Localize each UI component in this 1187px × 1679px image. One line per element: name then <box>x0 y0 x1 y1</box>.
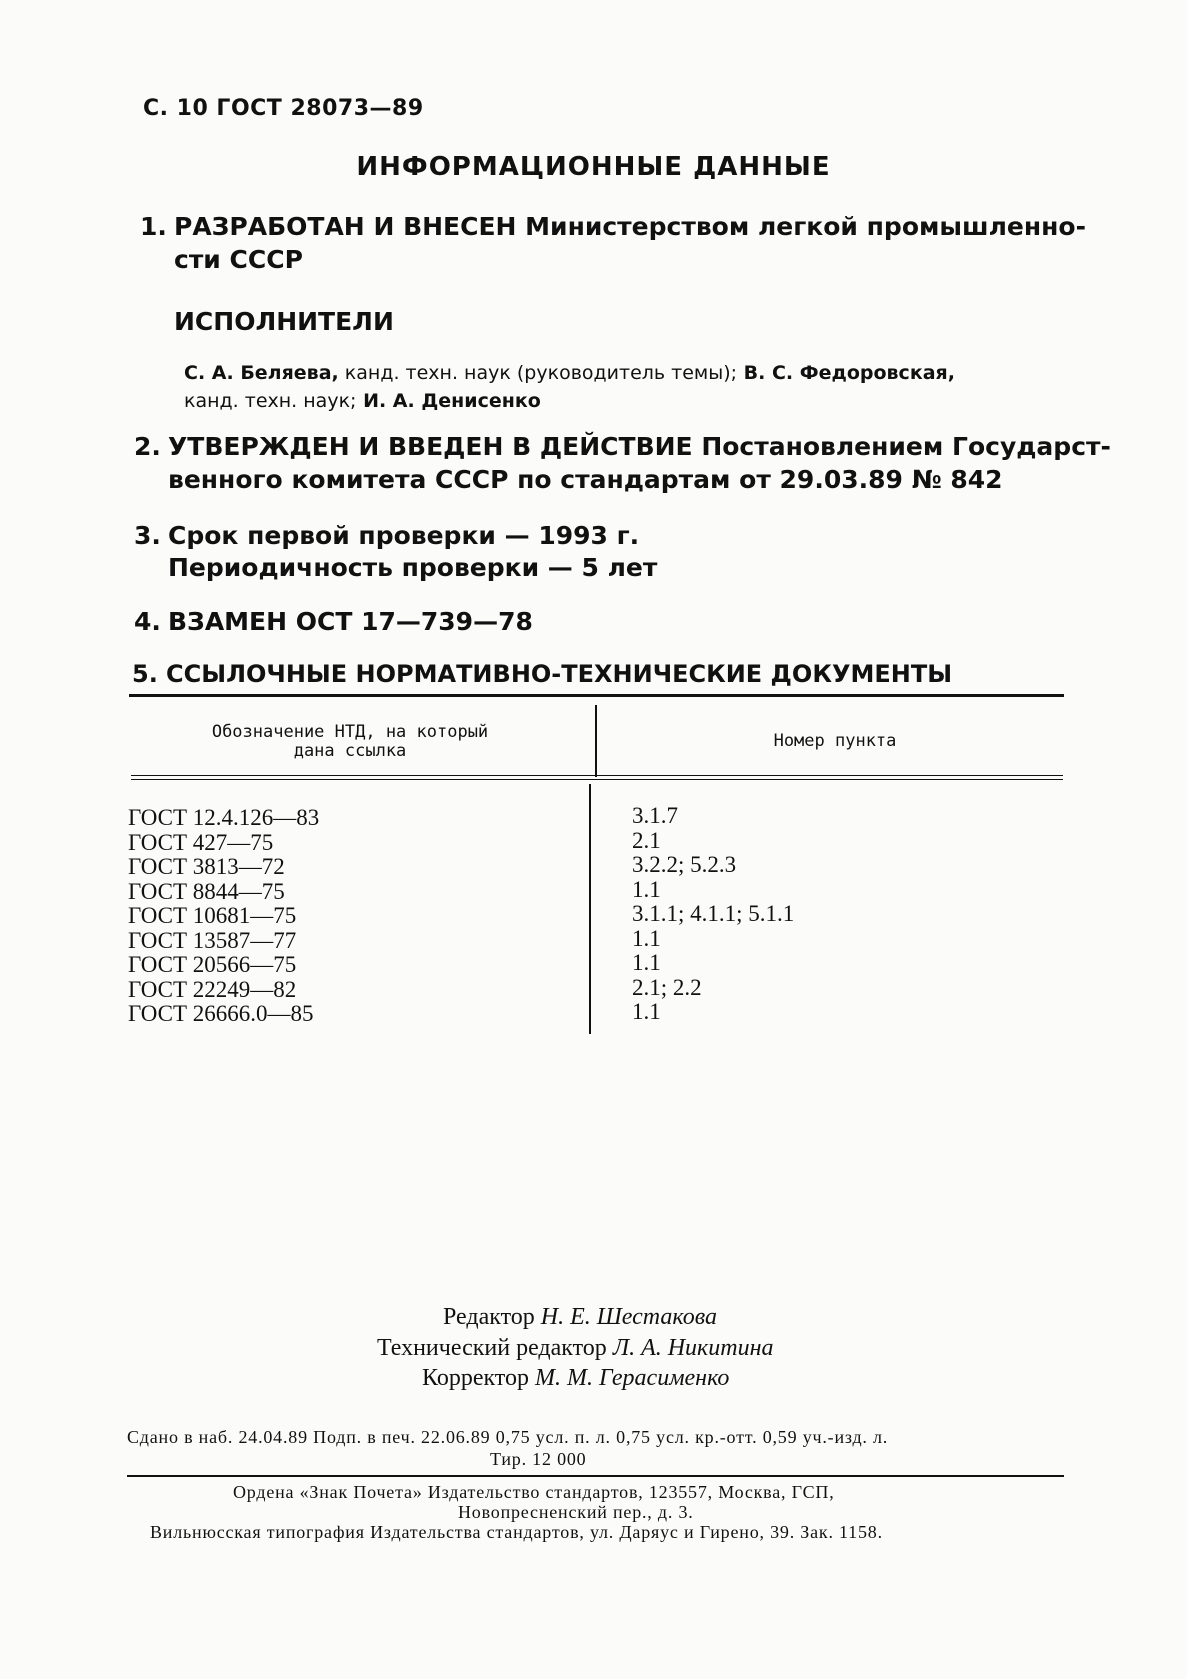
item-3-line1 <box>134 521 639 550</box>
performer-3-name: И. А. Денисенко <box>356 390 541 412</box>
item-3-text: Срок первой проверки — 1993 г. <box>168 521 640 550</box>
performer-1-name: С. А. Беляева, <box>184 362 339 384</box>
table-body-divider <box>589 784 591 1034</box>
table-row: ГОСТ 10681—75 <box>128 903 297 928</box>
credit-tech-editor <box>377 1335 774 1362</box>
imprint-line1: Сдано в наб. 24.04.89 Подп. в печ. 22.06.89 0,75 усл. п. л. 0,75 усл. кр.-отт. 0,59 уч.-изд. л. <box>127 1427 889 1447</box>
table-col1-header <box>150 723 550 761</box>
table-header-rule-2 <box>131 779 1063 780</box>
credit-editor <box>443 1304 717 1331</box>
performer-2-role: канд. техн. наук; <box>184 390 357 412</box>
credit-corr-label: Корректор <box>422 1365 535 1391</box>
item-3-number: 3. <box>134 521 161 550</box>
table-col2-body <box>632 804 794 1025</box>
item-2-line2: венного комитета СССР по стандартам от 29.03.89 № 842 <box>168 465 1003 494</box>
item-1-line1 <box>140 212 1086 241</box>
item-2-number: 2. <box>134 432 161 461</box>
item-1-line2: сти СССР <box>174 245 303 274</box>
item-1-number: 1. <box>140 212 167 241</box>
item-4-text: ВЗАМЕН ОСТ 17—739—78 <box>168 607 533 636</box>
item-2-bold: УТВЕРЖДЕН И ВВЕДЕН В ДЕЙСТВИЕ <box>168 432 693 461</box>
performers-line1 <box>184 362 955 384</box>
item-3-line2: Периодичность проверки — 5 лет <box>168 553 658 582</box>
table-row: ГОСТ 3813—72 <box>128 854 285 879</box>
table-col2-header: Номер пункта <box>773 731 897 751</box>
table-header-divider <box>595 705 597 777</box>
performer-2-name: В. С. Федоровская, <box>737 362 955 384</box>
item-1-bold: РАЗРАБОТАН И ВНЕСЕН <box>174 212 517 241</box>
table-cell-item: 1.1 <box>632 876 661 902</box>
table-header-rule-1 <box>131 775 1063 776</box>
item-4 <box>134 607 533 636</box>
table-row: ГОСТ 12.4.126—83 <box>128 805 320 830</box>
table-cell-item: 1.1 <box>632 925 661 951</box>
table-cell-item: 2.1; 2.2 <box>632 974 702 1000</box>
table-cell-item: 3.1.7 <box>632 803 678 828</box>
table-cell-item: 3.2.2; 5.2.3 <box>632 852 737 877</box>
table-cell-item: 1.1 <box>632 950 661 975</box>
item-4-number: 4. <box>134 607 161 636</box>
credit-editor-name: Н. Е. Шестакова <box>540 1304 717 1330</box>
item-2-line1 <box>134 432 1111 461</box>
imprint-line4: Новопресненский пер., д. 3. <box>458 1502 694 1522</box>
table-cell-item: 3.1.1; 4.1.1; 5.1.1 <box>632 901 795 926</box>
table-col1-body <box>128 806 319 1027</box>
credit-corr-name: М. М. Герасименко <box>534 1365 730 1391</box>
table-row: ГОСТ 8844—75 <box>128 878 285 904</box>
credit-editor-label: Редактор <box>443 1304 541 1330</box>
performer-1-role: канд. техн. наук (руководитель темы); <box>338 362 738 384</box>
table-row: ГОСТ 13587—77 <box>128 927 297 953</box>
imprint-rule <box>127 1475 1064 1477</box>
table-cell-item: 1.1 <box>632 999 661 1024</box>
item-5-text: ССЫЛОЧНЫЕ НОРМАТИВНО-ТЕХНИЧЕСКИЕ ДОКУМЕНТЫ <box>166 660 953 688</box>
performers-heading: ИСПОЛНИТЕЛИ <box>174 307 394 336</box>
table-col1-header-line2: дана ссылка <box>293 741 407 761</box>
item-1-rest: Министерством легкой промышленно- <box>516 212 1086 241</box>
imprint-line5: Вильнюсская типография Издательства стандартов, ул. Даряус и Гирено, 39. Зак. 1158. <box>150 1522 883 1542</box>
table-top-rule <box>129 694 1064 697</box>
credit-corrector <box>422 1365 729 1392</box>
table-row: ГОСТ 20566—75 <box>128 952 297 977</box>
table-row: ГОСТ 26666.0—85 <box>128 1001 314 1026</box>
imprint-line2: Тир. 12 000 <box>490 1449 587 1469</box>
imprint-line3: Ордена «Знак Почета» Издательство стандартов, 123557, Москва, ГСП, <box>233 1482 835 1502</box>
page-title: ИНФОРМАЦИОННЫЕ ДАННЫЕ <box>356 152 831 182</box>
table-cell-item: 2.1 <box>632 827 661 853</box>
table-row: ГОСТ 427—75 <box>128 829 274 855</box>
credit-tech-name: Л. А. Никитина <box>612 1335 774 1361</box>
table-col1-header-line1: Обозначение НТД, на который <box>211 722 489 742</box>
item-5-number: 5. <box>132 660 158 688</box>
performers-line2 <box>184 390 541 412</box>
item-2-rest: Постановлением Государст- <box>692 432 1111 461</box>
table-row: ГОСТ 22249—82 <box>128 976 297 1002</box>
page-header: С. 10 ГОСТ 28073—89 <box>143 96 424 121</box>
credit-tech-label: Технический редактор <box>377 1335 613 1361</box>
item-5 <box>132 660 952 688</box>
